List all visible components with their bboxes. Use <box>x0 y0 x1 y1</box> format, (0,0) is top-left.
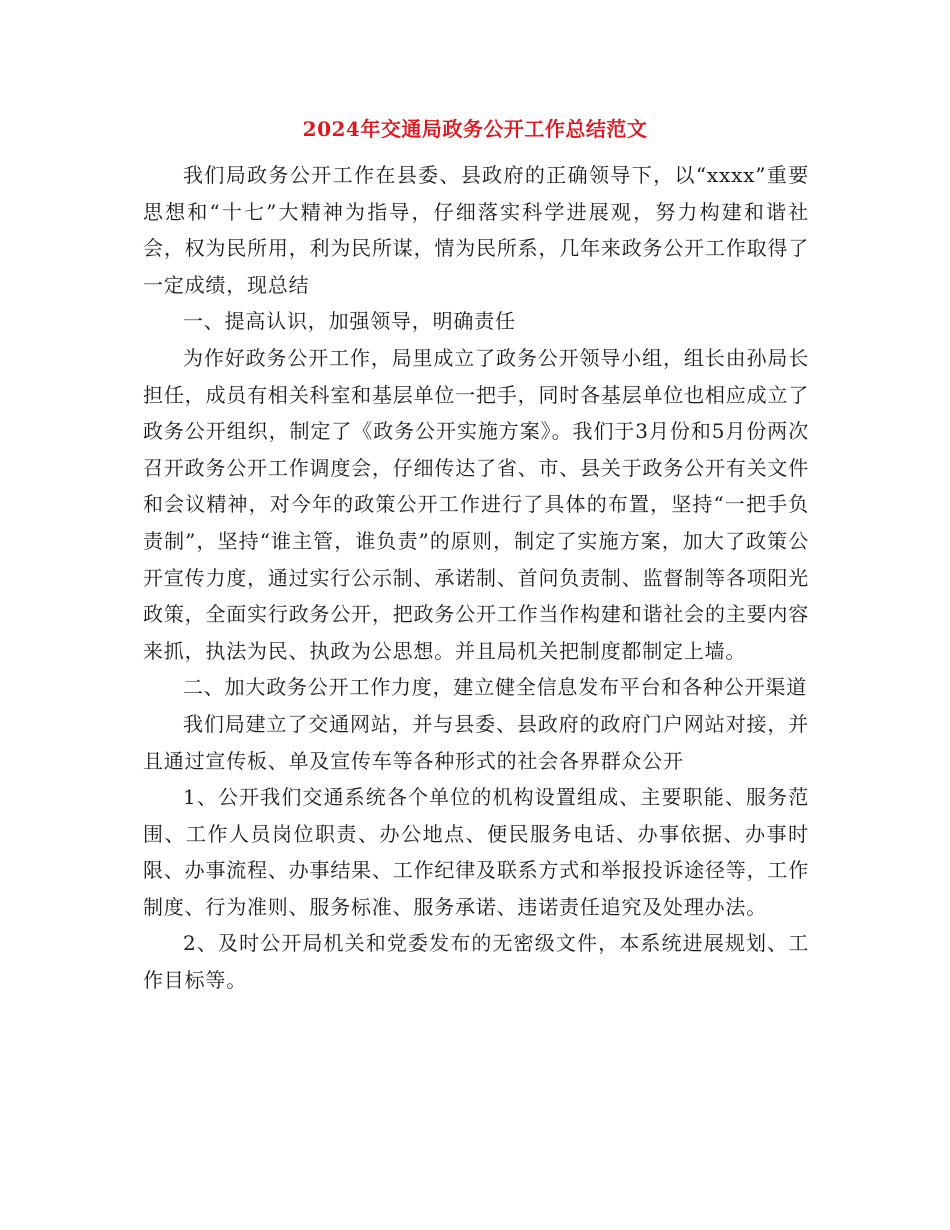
list-item-2: 2、及时公开局机关和党委发布的无密级文件，本系统进展规划、工作目标等。 <box>143 931 809 993</box>
section-heading-1: 一、提高认识，加强领导，明确责任 <box>183 309 516 334</box>
paragraph-section-1: 为作好政务公开工作，局里成立了政务公开领导小组，组长由孙局长担任，成员有相关科室和基层单位一把手，同时各基层单位也相应成立了政务公开组织，制定了《政务公开实施方案》。我们于3月份和5月份两次召开政务公开工作调度会，仔细传达了省、市、县关于政务公开有关文件和会议精神，对今年的政策公开工作进行了具体的布置，坚持“一把手负责制”，坚持“谁主管，谁负责”的原则，制定了实施方案，加大了政策公开宣传力度，通过实行公示制、承诺制、首问负责制、监督制等各项阳光政策，全面实行政务公开，把政务公开工作当作构建和谐社会的主要内容来抓，执法为民、执政为公思想。并且局机关把制度都制定上墙。 <box>143 345 809 663</box>
document-title: 2024年交通局政务公开工作总结范文 <box>302 117 648 141</box>
paragraph-intro: 我们局政务公开工作在县委、县政府的正确领导下，以“xxxx”重要思想和“十七”大精神为指导，仔细落实科学进展观，努力构建和谐社会，权为民所用，利为民所谋，情为民所系，几年来政务公开工作取得了一定成绩，现总结 <box>143 163 809 297</box>
list-item-1: 1、公开我们交通系统各个单位的机构设置组成、主要职能、服务范围、工作人员岗位职责、办公地点、便民服务电话、办事依据、办事时限、办事流程、办事结果、工作纪律及联系方式和举报投诉途径等，工作制度、行为准则、服务标准、服务承诺、违诺责任追究及处理办法。 <box>143 785 809 919</box>
paragraph-section-2: 我们局建立了交通网站，并与县委、县政府的政府门户网站对接，并且通过宣传板、单及宣传车等各种形式的社会各界群众公开 <box>143 711 809 773</box>
section-heading-2: 二、加大政务公开工作力度，建立健全信息发布平台和各种公开渠道 <box>183 675 807 700</box>
document-body <box>143 157 809 999</box>
